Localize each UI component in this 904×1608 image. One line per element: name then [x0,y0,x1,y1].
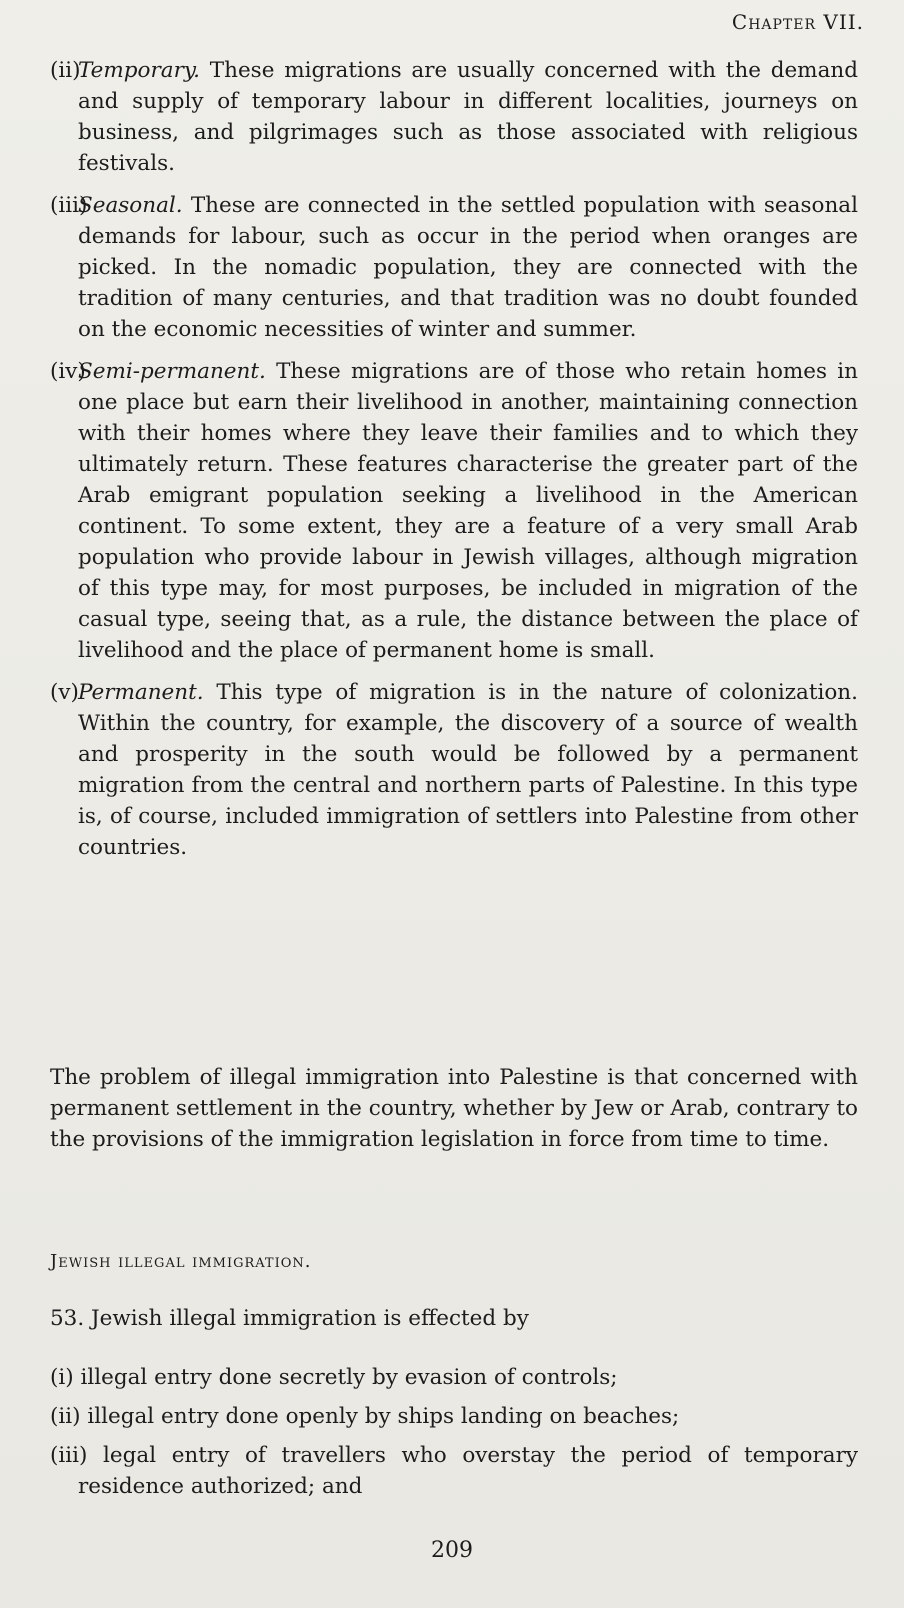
item-number: (v) [50,680,79,705]
method-item: (iii) legal entry of travellers who overstay the period of temporary residence authorized; and [50,1443,858,1499]
item-body: These migrations are of those who retain homes in one place but earn their livelihood in another, maintaining connection with their homes where they leave their families and to which they ultimately return. These features characterise the greater part of the Arab emigrant population seeking a livelihood in the American continent. To some extent, they are a feature of a very small Arab population who provide labour in Jewish villages, although migration of this type may, for most purposes, be included in migration of the casual type, seeing that, as a rule, the distance between the place of livelihood and the place of permanent home is small. [78,359,858,663]
item-heading: Seasonal. [78,193,191,218]
migration-types-list [50,55,858,874]
migration-type-permanent [50,677,858,863]
item-heading: Temporary. [78,58,210,83]
item-number: (ii) [50,58,81,83]
illegal-immigration-paragraph: The problem of illegal immigration into Palestine is that concerned with permanent settlement in the country, whether by Jew or Arab, contrary to the provisions of the immigration legislation in force from time to time. [50,1065,858,1152]
item-heading: Semi-permanent. [78,359,277,384]
section-heading-block [50,1246,858,1277]
running-head: Chapter VII. [731,10,864,34]
item-number: (iv) [50,359,86,384]
section-intro-block [50,1303,858,1334]
item-body: These are connected in the settled population with seasonal demands for labour, such as occur in the period when oranges are picked. In the nomadic population, they are connected with the tradition of many centuries, and that tradition was no doubt founded on the economic necessities of winter and summer. [78,193,858,342]
migration-type-temporary [50,55,858,179]
section-heading: Jewish illegal immigration. [50,1251,312,1272]
migration-type-semi-permanent [50,356,858,666]
page-number: 209 [431,1538,473,1563]
item-heading: Permanent. [78,680,217,705]
method-item: (i) illegal entry done secretly by evasion of controls; [50,1365,618,1390]
section-intro: 53. Jewish illegal immigration is effected by [50,1306,529,1331]
method-item: (ii) illegal entry done openly by ships landing on beaches; [50,1404,680,1429]
illegal-immigration-paragraph-block [50,1062,858,1155]
item-body: These migrations are usually concerned with the demand and supply of temporary labour in different localities, journeys on business, and pilgrimages such as those associated with religious festivals. [78,58,858,176]
migration-type-seasonal [50,190,858,345]
item-number: (iii) [50,193,88,218]
method-list [50,1362,858,1510]
item-body: This type of migration is in the nature of colonization. Within the country, for example, the discovery of a source of wealth and prosperity in the south would be followed by a permanent migration from the central and northern parts of Palestine. In this type is, of course, included immigration of settlers into Palestine from other countries. [78,680,858,860]
